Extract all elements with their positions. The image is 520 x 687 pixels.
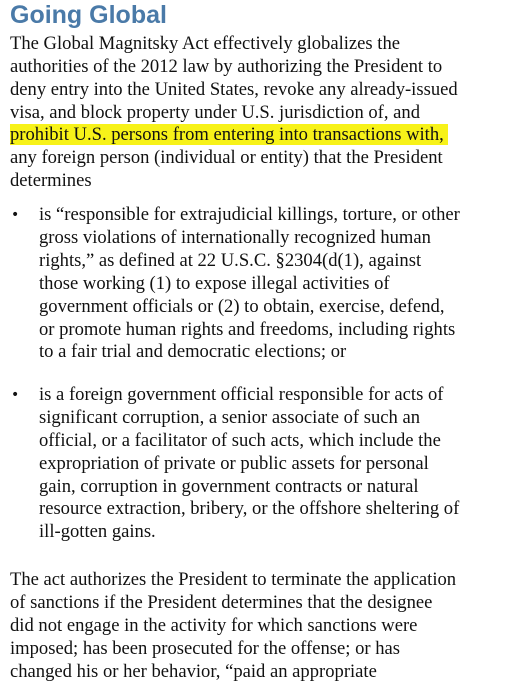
intro-line: determines <box>10 170 92 191</box>
bullet-line: government officials or (2) to obtain, exercise, defend, <box>39 296 445 317</box>
bullet-line: gross violations of internationally recognized human <box>39 227 431 248</box>
intro-line: any foreign person (individual or entity) that the President <box>10 147 443 168</box>
bullet-line: official, or a facilitator of such acts, which include the <box>39 430 441 451</box>
intro-line: deny entry into the United States, revoke any already-issued <box>10 79 458 100</box>
bullet-marker: • <box>11 387 20 403</box>
intro-line: The Global Magnitsky Act effectively globalizes the <box>10 33 401 54</box>
bullet-line: is “responsible for extrajudicial killings, torture, or other <box>39 204 460 225</box>
bullet-line: rights,” as defined at 22 U.S.C. §2304(d(1), against <box>39 250 422 271</box>
intro-line: visa, and block property under U.S. jurisdiction of, and <box>10 102 421 123</box>
closing-line: imposed; has been prosecuted for the offense; or has <box>10 638 401 659</box>
intro-line-highlighted <box>10 124 448 146</box>
bullet-line: or promote human rights and freedoms, including rights <box>39 319 456 340</box>
page-title: Going Global <box>10 1 167 29</box>
closing-line: of sanctions if the President determines that the designee <box>10 592 433 613</box>
bullet-line: is a foreign government official responsible for acts of <box>39 384 444 405</box>
bullet-line: expropriation of private or public assets for personal <box>39 453 429 474</box>
bullet-line: ill-gotten gains. <box>39 521 156 542</box>
bullet-line: to a fair trial and democratic elections; or <box>39 341 347 362</box>
bullet-line: significant corruption, a senior associate of such an <box>39 407 421 428</box>
bullet-line: resource extraction, bribery, or the offshore sheltering of <box>39 498 460 519</box>
bullet-line: gain, corruption in government contracts or natural <box>39 476 419 497</box>
closing-line: The act authorizes the President to terminate the application <box>10 569 457 590</box>
intro-line: authorities of the 2012 law by authorizing the President to <box>10 56 443 77</box>
closing-line: did not engage in the activity for which sanctions were <box>10 615 418 636</box>
bullet-line: those working (1) to expose illegal activities of <box>39 273 390 294</box>
closing-line: changed his or her behavior, “paid an appropriate <box>10 661 377 682</box>
text-highlight: prohibit U.S. persons from entering into transactions with, <box>10 124 448 145</box>
bullet-marker: • <box>11 207 20 223</box>
